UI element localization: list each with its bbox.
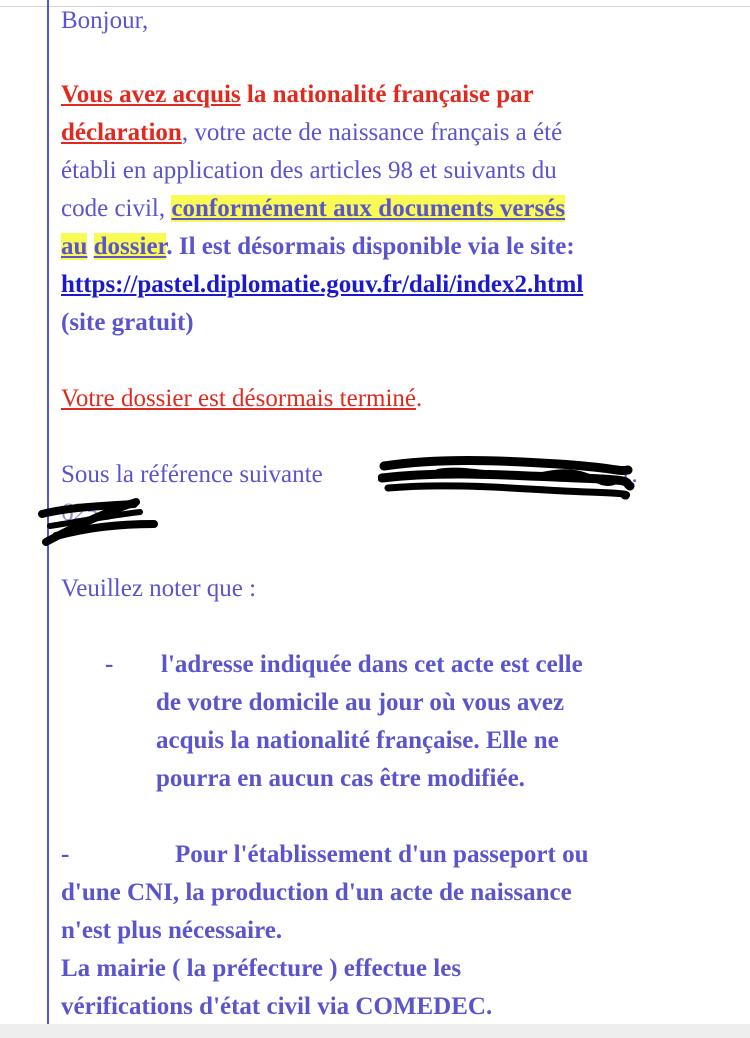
reference-tail: 1. [619, 461, 638, 488]
bullet1-line4: pourra en aucun cas être modifiée. [156, 765, 525, 792]
conformement-text: conformément aux documents versés [171, 195, 566, 222]
bottom-strip [0, 1024, 750, 1038]
bullet1-dash: - [105, 651, 114, 678]
bullet2-line3: n'est plus nécessaire. [61, 917, 283, 944]
bullet1-line3: acquis la nationalité française. Elle ne [156, 727, 559, 754]
greeting: Bonjour, [61, 7, 149, 34]
nationalite-text: la nationalité française par [240, 81, 534, 108]
acquis-text: Vous avez acquis [61, 81, 241, 108]
dossier-text: dossier [93, 233, 167, 260]
bullet2-line5: vérifications d'état civil via COMEDEC. [61, 993, 493, 1020]
bullet2-line1: Pour l'établissement d'un passeport ou [175, 841, 589, 868]
reference-line1 [61, 456, 323, 494]
au-text: au [61, 233, 88, 260]
bullet1-line1: l'adresse indiquée dans cet acte est celle [161, 651, 583, 678]
bullet1-line2: de votre domicile au jour où vous avez [156, 689, 565, 716]
veuillez-noter: Veuillez noter que : [61, 575, 257, 602]
reference-line2: 6251 [61, 499, 111, 526]
redaction-scribble-reference-2 [36, 496, 160, 550]
bullet2-line2: d'une CNI, la production d'un acte de naissance [61, 879, 572, 906]
dossier-termine [61, 380, 422, 418]
reference-label: Sous la référence suivante [61, 461, 323, 488]
code-civil-text: code civil, [61, 195, 172, 222]
para1-line3: établi en application des articles 98 et suivants du [61, 157, 557, 184]
para1-line2 [61, 114, 562, 152]
acte-text: , votre acte de naissance français a été [181, 119, 563, 146]
termine-text: Votre dossier est désormais terminé [61, 385, 417, 412]
redaction-scribble-reference [378, 452, 640, 504]
declaration-text: déclaration [61, 119, 182, 146]
bullet2-dash: - [61, 841, 70, 868]
para1-line1 [61, 76, 534, 114]
para1-line4 [61, 190, 565, 228]
para1-line5 [61, 228, 575, 266]
bullet2-line4: La mairie ( la préfecture ) effectue les [61, 955, 462, 982]
site-gratuit: (site gratuit) [61, 309, 194, 336]
pastel-link[interactable]: https://pastel.diplomatie.gouv.fr/dali/index2.html [61, 271, 584, 298]
termine-period: . [416, 385, 423, 412]
para1-line6 [61, 266, 583, 304]
disponible-text: . Il est désormais disponible via le site: [166, 233, 575, 260]
space-text [87, 233, 93, 260]
